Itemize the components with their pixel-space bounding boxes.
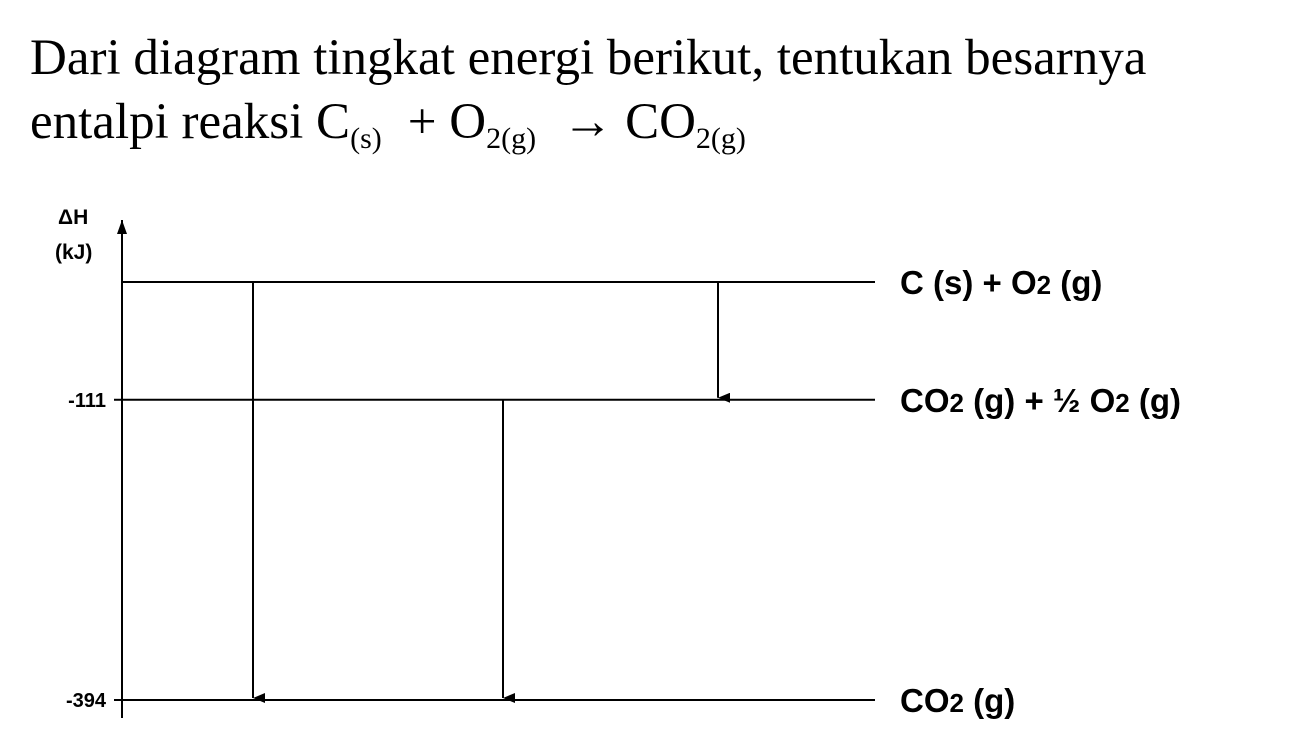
energy-level-label: C (s) + O2 (g) (900, 264, 1103, 301)
y-tick-label: -111 (68, 389, 106, 412)
y-axis-label-unit: (kJ) (55, 241, 93, 264)
energy-level-label: CO2 (g) (900, 682, 1016, 719)
question-line-1: Dari diagram tingkat energi berikut, tentukan besarnya (30, 30, 1147, 86)
energy-level-label: CO2 (g) + ½ O2 (g) (900, 381, 1182, 419)
state-solid-subscript: (s) (350, 122, 382, 155)
y-axis-label-delta-h: ΔH (58, 206, 89, 229)
reaction-arrow: → (562, 94, 614, 150)
y-tick-label: -394 (65, 690, 106, 712)
plus-oxygen: + O (407, 94, 487, 150)
product-co2: CO (625, 94, 696, 150)
oxygen-subscript: 2(g) (486, 122, 537, 155)
reaction-prefix: entalpi reaksi C (30, 94, 351, 150)
co2-subscript: 2(g) (695, 122, 746, 155)
